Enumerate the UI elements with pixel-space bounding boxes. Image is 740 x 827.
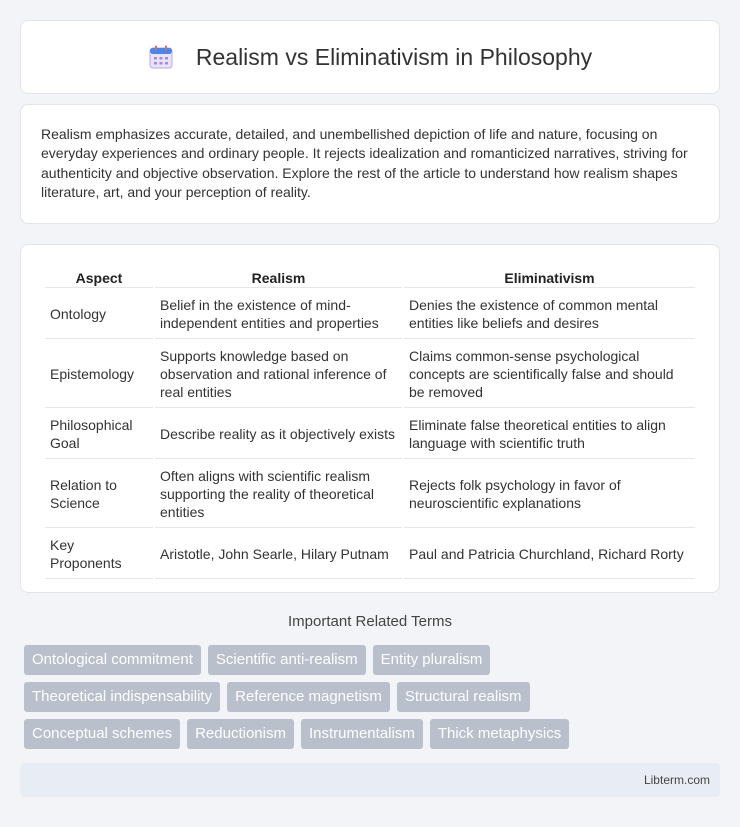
tag-reductionism[interactable]: Reductionism — [187, 719, 294, 749]
tag-reference-magnetism[interactable]: Reference magnetism — [227, 682, 390, 712]
cell-eliminativism: Rejects folk psychology in favor of neuroscientific explanations — [404, 461, 695, 528]
table-row — [45, 530, 695, 579]
intro-card — [20, 104, 720, 224]
table-row — [45, 410, 695, 459]
table-row — [45, 461, 695, 528]
comparison-card — [20, 244, 720, 593]
footer-site-link[interactable]: Libterm.com — [643, 773, 710, 787]
cell-realism: Belief in the existence of mind-independent entities and properties — [155, 290, 402, 339]
tag-structural-realism[interactable]: Structural realism — [397, 682, 530, 712]
tag-scientific-anti-realism[interactable]: Scientific anti-realism — [208, 645, 366, 675]
header-realism: Realism — [155, 267, 402, 288]
table-row — [45, 341, 695, 408]
cell-aspect: Philosophical Goal — [45, 410, 153, 459]
tag-thick-metaphysics[interactable]: Thick metaphysics — [430, 719, 569, 749]
cell-eliminativism: Claims common-sense psychological concepts are scientifically false and should be removed — [404, 341, 695, 408]
table-header-row — [45, 267, 695, 288]
cell-aspect: Relation to Science — [45, 461, 153, 528]
page-title: Realism vs Eliminativism in Philosophy — [195, 43, 593, 70]
tag-ontological-commitment[interactable]: Ontological commitment — [24, 645, 201, 675]
tag-row — [24, 645, 724, 675]
table-row — [45, 290, 695, 339]
header-eliminativism: Eliminativism — [404, 267, 695, 288]
tag-row — [24, 682, 724, 712]
title-card — [20, 20, 720, 94]
cell-eliminativism: Eliminate false theoretical entities to align language with scientific truth — [404, 410, 695, 459]
cell-realism: Aristotle, John Searle, Hilary Putnam — [155, 530, 402, 579]
cell-aspect: Epistemology — [45, 341, 153, 408]
tag-entity-pluralism[interactable]: Entity pluralism — [373, 645, 491, 675]
intro-text: Realism emphasizes accurate, detailed, and unembellished depiction of life and nature, focusing on everyday experiences and ordinary people. It rejects idealization and romanticized narratives, striving for authenticity and objective observation. Explore the rest of the article to understand how realism shapes literature, art, and your perception of reality. — [41, 126, 688, 201]
tag-row — [24, 719, 724, 749]
tag-conceptual-schemes[interactable]: Conceptual schemes — [24, 719, 180, 749]
related-terms — [24, 645, 724, 756]
footer — [20, 763, 720, 797]
calendar-icon — [148, 44, 174, 70]
cell-eliminativism: Denies the existence of common mental entities like beliefs and desires — [404, 290, 695, 339]
cell-eliminativism: Paul and Patricia Churchland, Richard Rorty — [404, 530, 695, 579]
cell-realism: Often aligns with scientific realism supporting the reality of theoretical entities — [155, 461, 402, 528]
tag-theoretical-indispensability[interactable]: Theoretical indispensability — [24, 682, 220, 712]
comparison-table — [43, 265, 697, 581]
header-aspect: Aspect — [45, 267, 153, 288]
related-terms-title: Important Related Terms — [288, 613, 452, 630]
cell-aspect: Ontology — [45, 290, 153, 339]
cell-aspect: Key Proponents — [45, 530, 153, 579]
tag-instrumentalism[interactable]: Instrumentalism — [301, 719, 423, 749]
cell-realism: Describe reality as it objectively exists — [155, 410, 402, 459]
cell-realism: Supports knowledge based on observation and rational inference of real entities — [155, 341, 402, 408]
